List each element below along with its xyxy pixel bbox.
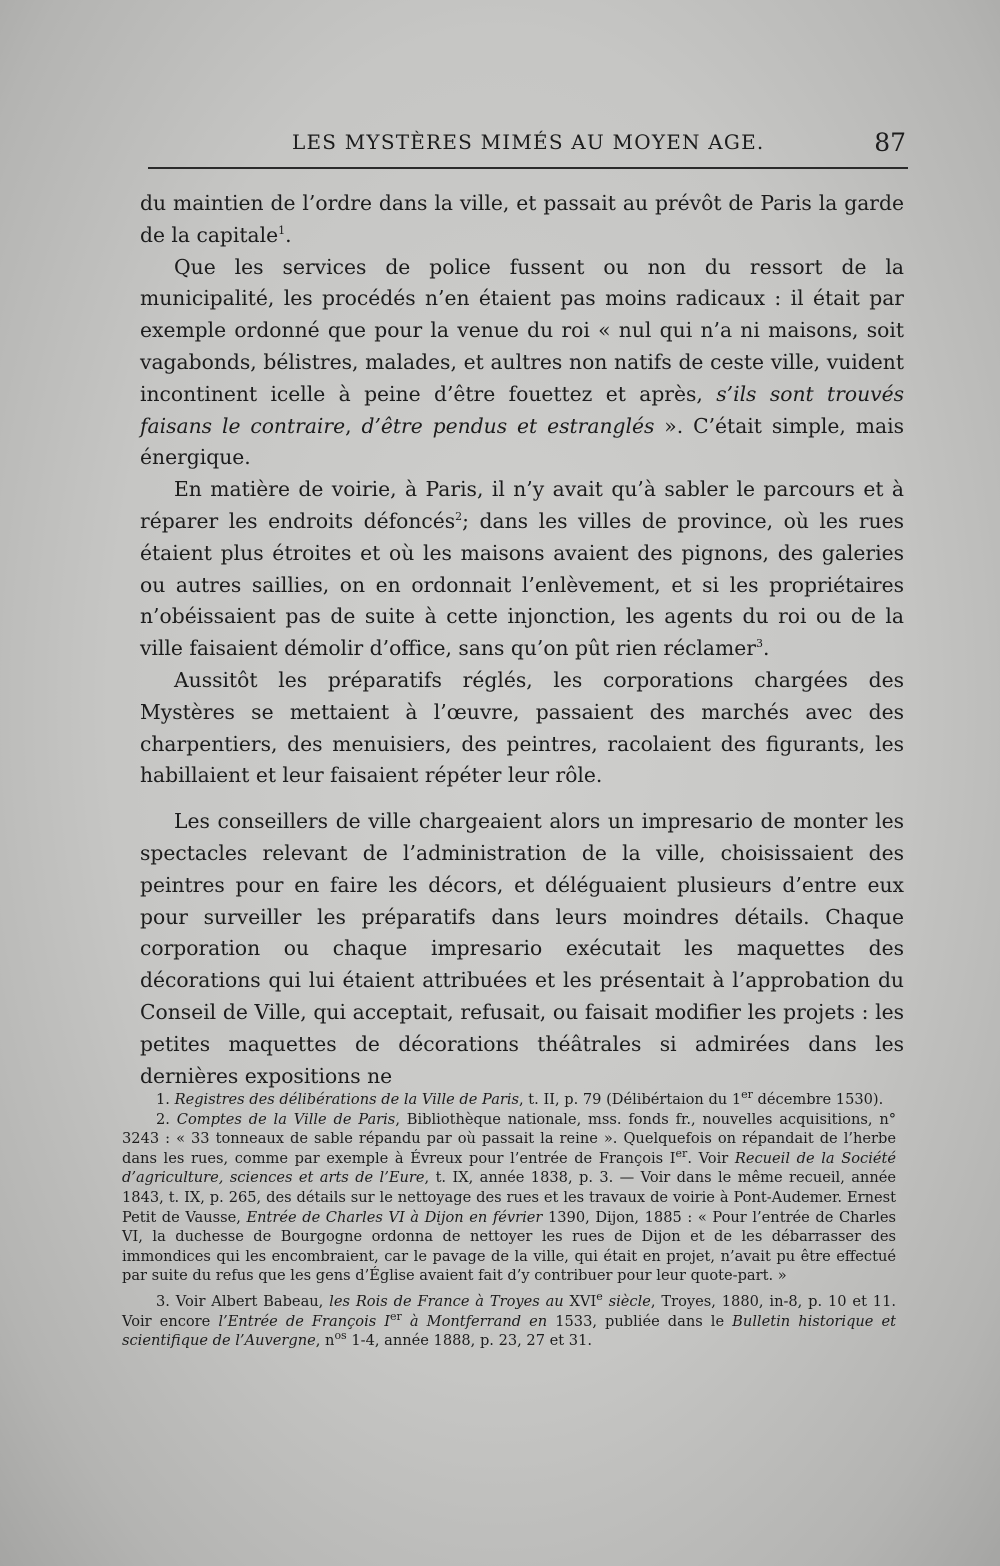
footnotes — [122, 1090, 896, 1351]
footnote-3-sup-1: e — [596, 1290, 603, 1304]
footnote-1-italic: Registres des délibérations de la Ville de Paris — [174, 1091, 520, 1108]
page-header — [148, 128, 908, 164]
footnote-3 — [122, 1292, 896, 1351]
footnote-2-number: 2. — [156, 1110, 170, 1128]
footnote-1 — [122, 1090, 896, 1110]
paragraph-1-end: . — [285, 222, 292, 247]
footnote-1-sup: er — [741, 1088, 753, 1102]
footnote-3-text-6: , n — [315, 1332, 335, 1350]
footnote-2-sup: er — [675, 1146, 688, 1160]
paragraph-1 — [140, 188, 904, 252]
footnote-3-sup-3: os — [334, 1329, 347, 1343]
footnote-3-italic-1: les Rois de France à Troyes au — [329, 1292, 564, 1310]
paragraph-3-end: . — [762, 636, 770, 661]
footnote-1-end: décembre 1530). — [752, 1091, 884, 1108]
footnote-2 — [122, 1110, 896, 1286]
footnote-3-italic-4: à Montferrand en — [401, 1312, 548, 1330]
paragraph-5: Les conseillers de ville chargeaient alors un impresario de monter les spectacles relevant de l’administration de la ville, choisissaient des peintres pour en faire les décors, et déléguaient plusieurs d’entre eux pour surveiller les préparatifs dans leurs moindres détails. Chaque corporation ou chaque impresario exécutait les maquettes des décorations qui lui étaient attribuées et les présentait à l’approbation du Conseil de Ville, qui acceptait, refusait, ou faisait modifier les projets : les petites maquettes de décorations théâtrales si admirées dans les dernières expositions ne — [140, 809, 904, 1088]
footnote-ref-1: 1 — [278, 224, 286, 238]
footnote-3-text-7: 1-4, année 1888, p. 23, 27 et 31. — [346, 1332, 592, 1350]
footnote-2-italic-3: Entrée de Charles VI à Dijon en février — [246, 1208, 543, 1226]
paragraph-2-italic-2: d’être pendus et estranglés — [361, 413, 655, 438]
paragraph-2-italic-1: s’ils sont trouvés faisans le contraire — [140, 381, 904, 438]
running-title: LES MYSTÈRES MIMÉS AU MOYEN AGE. — [292, 130, 765, 154]
main-text — [140, 188, 904, 1092]
paragraph-3-text: En matière de voirie, à Paris, il n’y avait qu’à sabler le parcours et à réparer les endroits défoncés — [140, 477, 904, 533]
footnote-ref-3: 3 — [755, 637, 763, 651]
header-rule — [148, 167, 908, 169]
paragraph-3 — [140, 474, 904, 665]
footnote-2-text-3: , t. IX, année 1838, p. 3. — Voir dans le même recueil, année 1843, t. IX, p. 265, des détails sur le nettoyage des rues et les travaux de voirie à Pont-Audemer. Ernest Petit de Vausse, — [122, 1169, 896, 1226]
footnote-3-italic-3: l’Entrée de François I — [218, 1312, 391, 1330]
footnote-3-text-1: Voir Albert Babeau, — [175, 1292, 330, 1310]
footnote-2-text-2: . Voir — [687, 1149, 735, 1167]
paragraph-3-middle: ; dans les villes de province, où les rues étaient plus étroites et où les maisons avaient des pignons, des galeries ou autres saillies, on en ordonnait l’enlèvement, et si les propriétaires n’obéissaient pas de suite à cette injonction, les agents du roi ou de la ville faisaient démolir d’office, sans qu’on pût rien réclamer — [140, 508, 904, 661]
footnote-3-sup-2: er — [390, 1309, 402, 1323]
footnote-3-number: 3. — [156, 1292, 170, 1310]
paragraph-1-text: du maintien de l’ordre dans la ville, et passait au prévôt de Paris la garde de la capitale — [140, 191, 904, 247]
footnote-1-number: 1. — [156, 1091, 170, 1108]
footnote-2-italic-1: Comptes de la Ville de Paris — [176, 1110, 396, 1128]
paragraph-2 — [140, 252, 904, 475]
footnote-2-text-1: , Bibliothèque nationale, mss. fonds fr., nouvelles acquisitions, n° 3243 : « 33 tonneaux de sable répandu par où passait la reine ». Quelquefois on répandait de l’herbe dans les rues, comme par exemple à Évreux pour l’entrée de François I — [122, 1110, 897, 1167]
page-number: 87 — [874, 128, 906, 157]
footnote-1-text: , t. II, p. 79 (Délibértaion du 1 — [519, 1091, 742, 1108]
footnote-ref-2: 2 — [455, 510, 463, 524]
paragraph-4: Aussitôt les préparatifs réglés, les corporations chargées des Mystères se mettaient à l’œuvre, passaient des marchés avec des charpentiers, des menuisiers, des peintres, racolaient des figurants, les habillaient et leur faisaient répéter leur rôle. — [140, 667, 904, 788]
footnote-3-text-5: 1533, publiée dans le — [547, 1312, 733, 1330]
paragraph-2-comma: , — [345, 413, 362, 438]
paragraph-2-end: ». C’était simple, mais énergique. — [140, 413, 904, 470]
footnote-3-text-4: , Troyes, 1880, in-8, p. 10 et 11. Voir encore — [122, 1292, 896, 1330]
footnote-3-text-2: XVI — [563, 1292, 597, 1310]
paragraph-2-text: Que les services de police fussent ou non du ressort de la municipalité, les procédés n’en étaient pas moins radicaux : il était par exemple ordonné que pour la venue du roi « nul qui n’a ni maisons, soit vagabonds, bélistres, malades, et aultres non natifs de ceste ville, vuident incontinent icelle à peine d’être fouettez et après, — [140, 254, 904, 406]
footnote-3-italic-5: Bulletin historique et scientifique de l’Auvergne — [122, 1312, 897, 1350]
footnote-2-italic-2: Recueil de la Société d’agriculture, sciences et arts de l’Eure — [122, 1149, 897, 1187]
footnote-3-italic-2: siècle — [608, 1292, 651, 1310]
footnote-2-text-4: 1390, Dijon, 1885 : « Pour l’entrée de Charles VI, la duchesse de Bourgogne ordonna de nettoyer les rues de Dijon et de les débarrasser des immondices qui les encombraient, car le pavage de la ville, qui était en projet, n’avait pu être effectué par suite du refus que les gens d’Église avaient fait d’y contribuer pour leur quote-part. » — [122, 1208, 896, 1285]
